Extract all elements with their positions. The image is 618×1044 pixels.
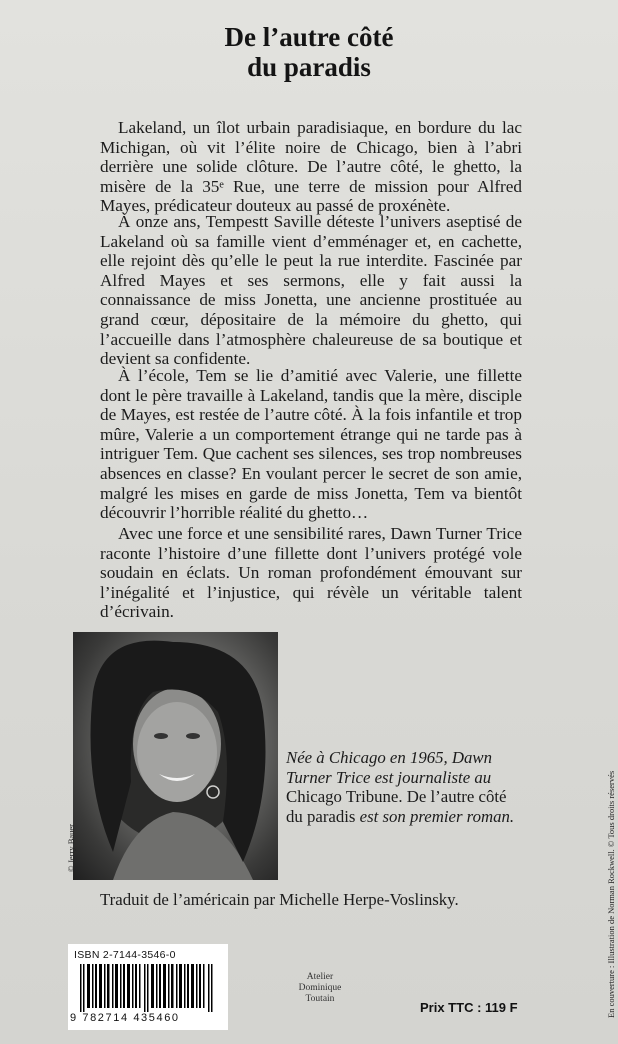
blurb-text-2: À onze ans, Tempestt Saville déteste l’univers aseptisé de Lakeland où sa famille vient d’emménager et, en cachette, elle rejoint dès qu’elle le peut la rue interdite. Fascinée par Alfred Mayes et ses sermons, elle y fait aussi la connaissance de miss Jonetta, une ancienne prostituée au grand cœur, dépositaire de la mémoire du ghetto, qui l’accueille dans l’atmosphère chaleureuse de sa boutique et devient sa confidente. (100, 212, 522, 369)
publisher-line-3: Toutain (305, 994, 335, 1004)
ean-number: 9 782714 435460 (70, 1012, 180, 1024)
bio-text-2: . De l’autre côté du paradis (286, 787, 507, 826)
bio-text-3: est son premier roman. (359, 806, 515, 826)
bio-newspaper: Chicago Tribune (286, 787, 399, 806)
photo-credit: © Jerry Bauer (66, 824, 76, 872)
book-title-line-2: du paradis (247, 52, 371, 82)
price-label: Prix TTC : 119 F (420, 1000, 518, 1015)
cover-illustration-credit: En couverture : Illustration de Norman Rockwell. © Tous droits réservés (606, 770, 616, 1018)
publisher-line-2: Dominique (298, 983, 342, 993)
author-photo (73, 632, 278, 880)
translator-credit: Traduit de l’américain par Michelle Herpe-Voslinsky. (100, 890, 459, 909)
blurb-text-1: Lakeland, un îlot urbain paradisiaque, en bordure du lac Michigan, où vit l’élite noire de Chicago, bien à l’abri derrière une solide clôture. De l’autre côté, le ghetto, la misère de la 35ᵉ Rue, une terre de mission pour Alfred Mayes, prédicateur douteux au passé de proxénète. (100, 118, 522, 216)
blurb-paragraph-2 (100, 212, 522, 369)
barcode-icon (80, 964, 220, 1012)
barcode-label (68, 944, 228, 1030)
blurb-paragraph-3 (100, 366, 522, 523)
author-bio (286, 748, 526, 826)
blurb-paragraph-1 (100, 118, 522, 216)
blurb-paragraph-4 (100, 524, 522, 622)
bio-text-1: Née à Chicago en 1965, Dawn Turner Trice est journaliste au (286, 748, 493, 787)
publisher-logo (280, 972, 360, 1005)
blurb-text-4: Avec une force et une sensibilité rares, Dawn Turner Trice raconte l’histoire d’une fillette dont l’univers protégé vole soudain en éclats. Un roman profondément émouvant sur l’inégalité et l’injustice, qui révèle un véritable talent d’écrivain. (100, 524, 522, 622)
publisher-line-1: Atelier (306, 972, 334, 982)
blurb-text-3: À l’école, Tem se lie d’amitié avec Valerie, une fillette dont le père travaille à Lakeland, tandis que la mère, disciple de Mayes, est restée de l’autre côté. À la fois infantile et trop mûre, Valerie a un comportement étrange qui ne tarde pas à intriguer Tem. Que cachent ses silences, ses trop nombreuses absences en classe? En voulant percer le secret de son amie, malgré les mises en garde de miss Jonetta, Tem va bientôt découvrir l’horrible réalité du ghetto… (100, 366, 522, 523)
book-title-line-1: De l’autre côté (224, 22, 394, 52)
isbn-number: ISBN 2-7144-3546-0 (74, 949, 176, 961)
